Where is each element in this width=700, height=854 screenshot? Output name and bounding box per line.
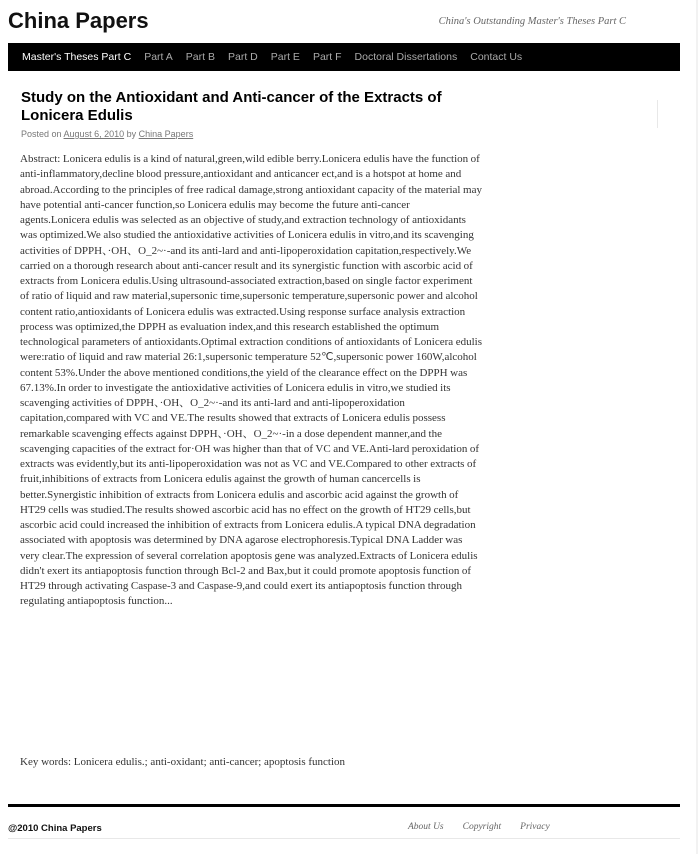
site-tagline: China's Outstanding Master's Theses Part C xyxy=(438,16,626,27)
footer-copyright: @2010 China Papers xyxy=(8,823,102,834)
nav-item-contact-us[interactable]: Contact Us xyxy=(470,51,523,63)
footer-links xyxy=(408,822,550,832)
sidebar-divider xyxy=(657,100,658,128)
nav-item-part-f[interactable]: Part F xyxy=(312,51,342,63)
nav-item-masters-part-c[interactable]: Master's Theses Part C xyxy=(22,51,132,63)
post-title[interactable]: Study on the Antioxidant and Anti-cancer of the Extracts of Lonicera Edulis xyxy=(21,89,442,124)
footer-link-copyright[interactable]: Copyright xyxy=(462,822,502,832)
nav-item-part-a[interactable]: Part A xyxy=(144,51,173,63)
nav-item-part-b[interactable]: Part B xyxy=(185,51,215,63)
post-author-link[interactable]: China Papers xyxy=(138,129,194,139)
nav-item-doctoral-dissertations[interactable]: Doctoral Dissertations xyxy=(354,51,458,63)
footer-divider xyxy=(8,804,680,807)
footer-link-privacy[interactable]: Privacy xyxy=(520,822,550,832)
page-edge xyxy=(696,0,698,854)
post-date-link[interactable]: August 6, 2010 xyxy=(63,129,125,139)
footer-link-about-us[interactable]: About Us xyxy=(408,822,444,832)
post-keywords: Key words: Lonicera edulis.; anti-oxidant; anti-cancer; apoptosis function xyxy=(20,756,346,768)
footer-bottom-line xyxy=(8,838,680,839)
post-meta xyxy=(21,129,193,139)
meta-prefix: Posted on xyxy=(21,129,62,139)
site-title[interactable]: China Papers xyxy=(8,8,149,33)
nav-item-part-e[interactable]: Part E xyxy=(270,51,300,63)
post-abstract: Abstract: Lonicera edulis is a kind of natural,green,wild edible berry.Lonicera edulis have the function of anti-inflammatory,decline blood pressure,antioxidant and anticancer ect,and is a hotspot at home and abroad.According to the principles of free radical damage,strong antioxidant capacity of the material may have potential anti-cancer function,so Lonicera edulis may become the future anti-cancer agents.Lonicera edulis was selected as an objective of study,and extraction technology of antioxidants was optimized.We also studied the antioxidative activities of Lonicera edulis in vitro,and its scavenging activities of DPPH、·OH、O_2~·-and its anti-lard and anti-lipoperoxidation capitation,respectively.We carried on a thorough research about anti-cancer result and its synergistic function with ascorbic acid of extracts from Lonicera edulis.Using ultrasound-associated extraction,based on single factor experiment of ratio of liquid and raw material,supersonic time,supersonic temperature,supersonic power and alcohol content ratio,antioxidants of Lonicera edulis was extracted.Using response surface analysis extraction process was optimized,the DPPH as evaluation index,and this research established the optimum technological parameters of antioxidants.Optimal extraction conditions of antioxidants of Lonicera edulis were:ratio of liquid and raw material 26:1,supersonic temperature 52℃,supersonic power 160W,alcohol content 53%.Under the above mentioned conditions,the yield of the clearance effect on the DPPH was 67.13%.In order to investigate the antioxidative activities of Lonicera edulis in vitro,we studied its scavenging activities of DPPH、·OH、O_2~·-and its anti-lard and anti-lipoperoxidation capitation,compared with VC and VE.The results showed that extracts of Lonicera edulis possess remarkable scavenging effects against DPPH、·OH、O_2~·-in a dose dependent manner,and the scavenging capacities of the extract for·OH was higher than that of VC and VE.Anti-lard peroxidation of extracts was evidently,but its anti-lipoperoxidation was not as VC and VE.Compared to other extracts of fruit,inhibitions of extracts from Lonicera edulis against the growth of human cancercells is better.Synergistic inhibition of extracts from Lonicera edulis and ascorbic acid against the growth of HT29 cells was studied.The results showed ascorbic acid has no effect on the growth of HT29 cells,but ascorbic acid could increased the inhibition of extracts from Lonicera edulis.A typical DNA degradation associated with apoptosis was determined by DNA agarose electrophoresis.Typical DNA Ladder was very clear.The expression of several correlation apoptosis gene was analyzed.Extracts of Lonicera edulis didn't exert its antiapoptosis function through Bcl-2 and Bax,but it could promote apoptosis function of HT29 through activating Caspase-3 and Caspase-9,and could exert its antiapoptosis function through regulating antiapoptosis function... xyxy=(20,153,483,608)
main-nav xyxy=(8,43,680,71)
nav-item-part-d[interactable]: Part D xyxy=(227,51,258,63)
meta-by: by xyxy=(126,129,137,139)
